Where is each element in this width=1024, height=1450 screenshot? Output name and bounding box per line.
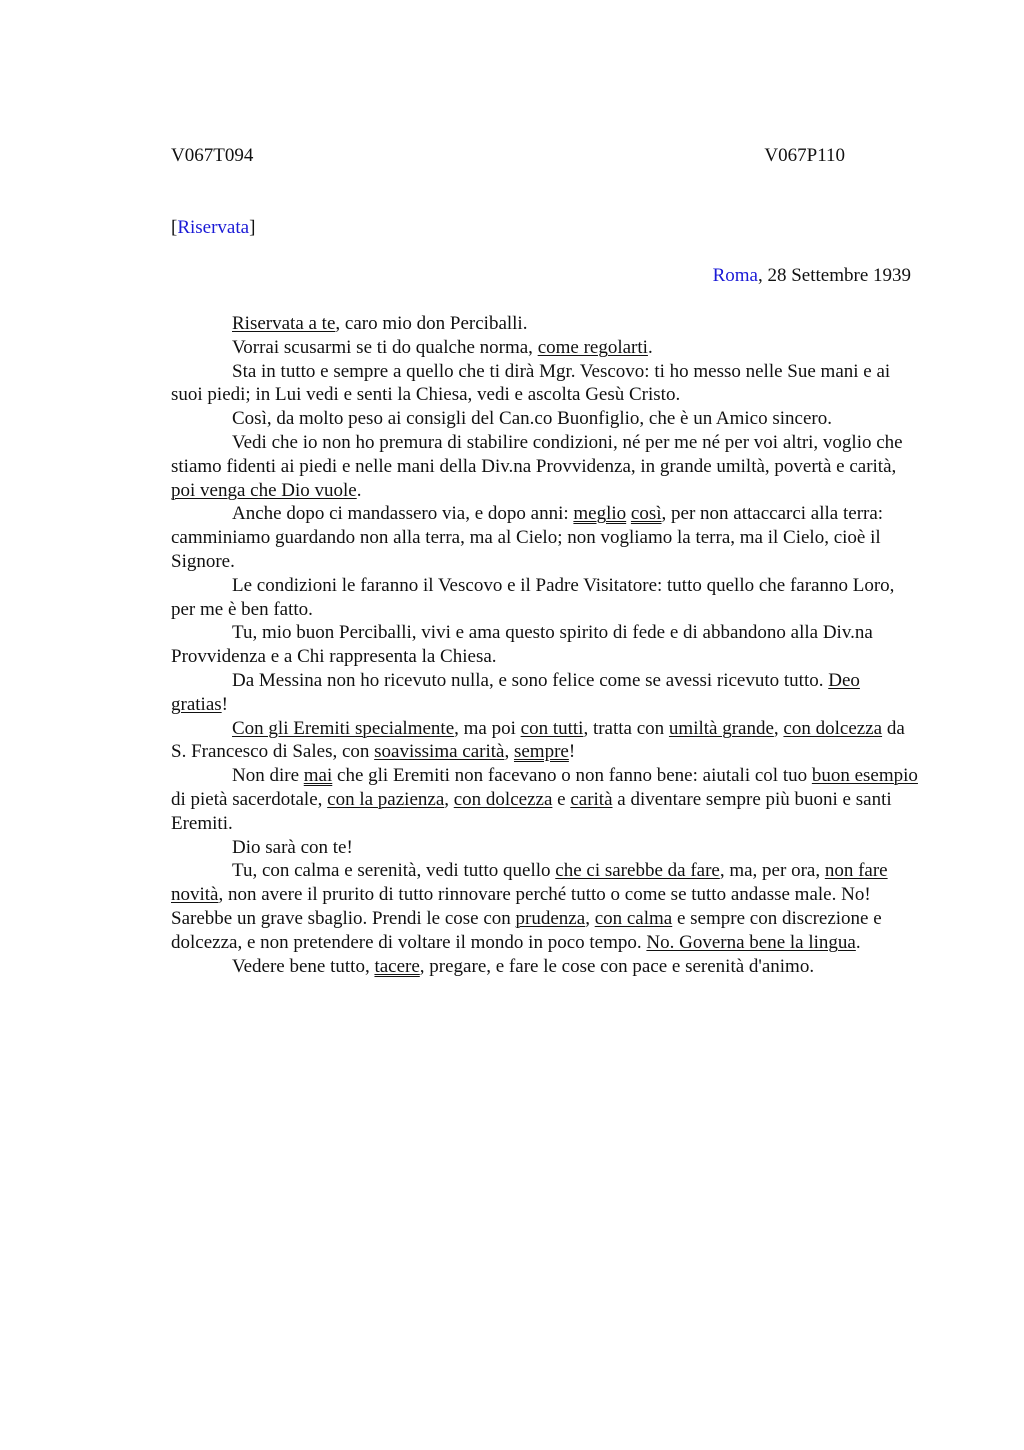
letter-date: , 28 Settembre 1939 [757,265,911,286]
text-run: . [356,479,362,501]
underlined-text: come regolarti [537,336,648,358]
text-run: , pregare, e fare le cose con pace e serenità d'animo. [419,955,815,977]
letter-paragraph [171,431,919,502]
letter-paragraph [171,312,919,336]
text-run: Tu, con calma e serenità, vedi tutto quello [232,860,556,882]
underlined-text: con dolcezza [453,788,553,810]
letter-paragraph [171,764,919,835]
text-run: Vedere bene tutto, [232,955,375,977]
letter-paragraph [171,717,919,765]
text-run: , per non attaccarci alla terra: camminiamo guardando non alla terra, ma al Cielo; non vogliamo la terra, ma il Cielo, cioè il Signore. [171,503,884,572]
bracket-close: ] [249,217,256,238]
bracket-open: [ [171,217,178,238]
text-run: , [585,907,595,929]
double-underlined-text: così [630,503,662,525]
underlined-text: buon esempio [811,765,918,787]
letter-place: Roma [712,265,758,286]
riservata-word: Riservata [177,217,250,238]
text-run: Dio sarà con te! [232,836,353,858]
letter-date-line [713,265,911,287]
text-run: , caro mio don Perciballi. [335,313,528,334]
letter-paragraph [171,621,919,669]
riservata-label [171,217,255,239]
underlined-text: carità [570,788,613,810]
text-run: da S. Francesco di Sales, con [171,717,905,763]
text-run: Le condizioni le faranno il Vescovo e il Padre Visitatore: tutto quello che faranno Loro, per me è ben fatto. [171,574,895,620]
letter-paragraph [171,502,919,573]
letter-paragraph [171,836,919,860]
text-run: Da Messina non ho ricevuto nulla, e sono felice come se avessi ricevuto tutto. [232,669,829,691]
underlined-text: Deo gratias [171,669,860,715]
text-run: e sempre con discrezione e dolcezza, e non pretendere di voltare il mondo in poco tempo. [171,907,882,953]
text-run: a diventare sempre più buoni e santi Eremiti. [171,788,892,834]
letter-paragraph [171,336,919,360]
underlined-text: che ci sarebbe da fare [555,860,720,882]
double-underlined-text: meglio [573,503,627,525]
text-run: e [552,788,571,810]
text-run: di pietà sacerdotale, [171,788,328,810]
letter-paragraph [171,859,919,954]
text-run: che gli Eremiti non facevano o non fanno bene: aiutali col tuo [332,765,812,787]
underlined-text: con dolcezza [783,717,883,739]
text-run: . [855,931,861,953]
text-run: Vedi che io non ho premura di stabilire condizioni, né per me né per voi altri, voglio che stiamo fidenti ai piedi e nelle mani della Div.na Provvidenza, in grande umiltà, povertà e carità, [171,431,903,477]
text-run: , ma, per ora, [719,860,825,882]
text-run: , tratta con [583,717,669,739]
underlined-text: soavissima carità [374,741,505,763]
letter-paragraph [171,360,919,408]
text-run: Tu, mio buon Perciballi, vivi e ama questo spirito di fede e di abbandono alla Div.na Provvidenza e a Chi rappresenta la Chiesa. [171,622,873,668]
underlined-text: Riservata a te [232,313,336,334]
double-underlined-text: mai [303,765,333,787]
underlined-text: prudenza [515,907,586,929]
letter-paragraph [171,407,919,431]
text-run: , non avere il prurito di tutto rinnovare perché tutto o come se tutto andasse male. No! Sarebbe un grave sbaglio. Prendi le cose con [171,884,871,929]
text-run: , ma poi [454,717,521,739]
text-run: Anche dopo ci mandassero via, e dopo anni: [232,503,574,525]
text-run: . [647,336,653,358]
letter-paragraph [171,955,919,979]
document-code-left: V067T094 [171,145,254,166]
underlined-text: No. Governa bene la lingua [646,931,856,953]
text-run: ! [568,741,576,763]
text-run: Così, da molto peso ai consigli del Can.co Buonfiglio, che è un Amico sincero. [232,408,832,430]
double-underlined-text: tacere [374,955,420,977]
underlined-text: con la pazienza [327,788,445,810]
text-run: ! [221,693,228,715]
text-run: , [773,717,784,739]
letter-paragraph [171,574,919,622]
underlined-text: poi venga che Dio vuole [171,479,357,501]
text-run: , [444,788,454,810]
double-underlined-text: sempre [513,741,569,763]
document-code-right: V067P110 [764,145,845,166]
text-run: Sta in tutto e sempre a quello che ti dirà Mgr. Vescovo: ti ho messo nelle Sue mani e ai suoi piedi; in Lui vedi e senti la Chiesa, vedi e ascolta Gesù Cristo. [171,360,891,406]
underlined-text: non fare novità [171,860,888,906]
underlined-text: umiltà grande [668,717,774,739]
document-codes [171,145,845,171]
text-run: , [504,741,514,763]
text-run: Vorrai scusarmi se ti do qualche norma, [232,336,538,358]
letter-body [171,312,919,978]
underlined-text: con calma [594,907,673,929]
text-run: Non dire [232,765,304,787]
letter-paragraph [171,669,919,717]
underlined-text: Con gli Eremiti specialmente [232,717,455,739]
underlined-text: con tutti [520,717,584,739]
